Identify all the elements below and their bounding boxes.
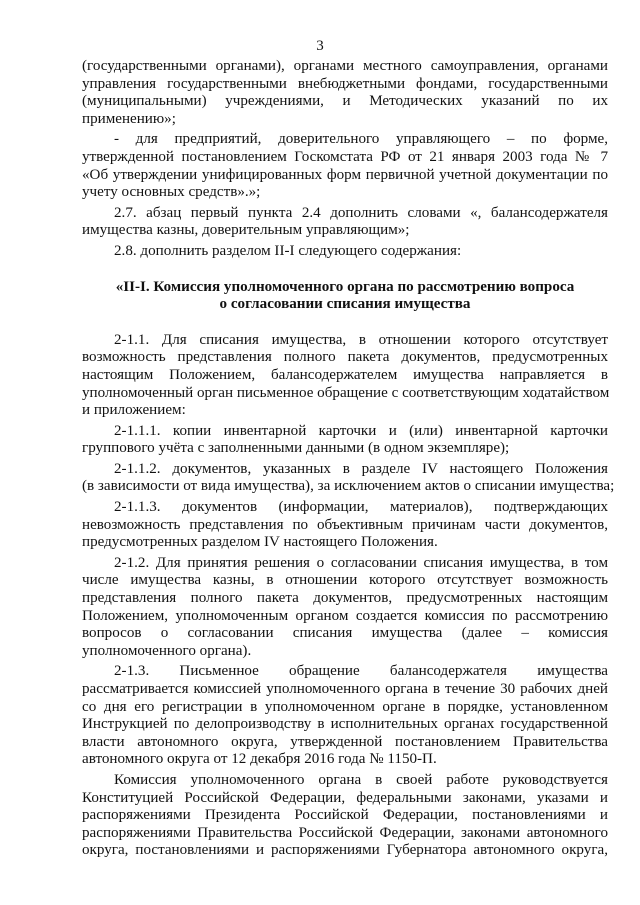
text-line: со дня его регистрации в уполномоченном органе в порядке, установленном — [82, 698, 608, 715]
paragraph — [82, 205, 608, 240]
text-line: предусмотренных разделом IV настоящего Положения. — [82, 534, 438, 551]
paragraph — [82, 332, 608, 420]
text-line: 2.7. абзац первый пункта 2.4 дополнить словами «, балансодержателя — [114, 204, 608, 221]
paragraph — [82, 58, 608, 128]
text-line: Комиссия уполномоченного органа в своей работе руководствуется — [114, 771, 608, 788]
text-line: вопросов о согласовании списания имущества (далее – комиссия — [82, 625, 608, 642]
heading-line: «II-I. Комиссия уполномоченного органа по рассмотрению вопроса — [115, 278, 575, 295]
paragraph — [82, 131, 608, 201]
text-line: автономного округа от 12 декабря 2016 года № 1150-П. — [82, 751, 437, 768]
text-line: (муниципальными) учреждениями, и Методических указаний по их — [82, 93, 608, 110]
text-line: (в зависимости от вида имущества), за исключением актов о списании имущества; — [82, 478, 615, 495]
text-line: - для предприятий, доверительного управляющего – по форме, — [114, 131, 608, 148]
text-line: 2-1.1. Для списания имущества, в отношении которого отсутствует — [114, 331, 608, 348]
text-line: Конституцией Российской Федерации, федеральными законами, указами и — [82, 789, 608, 806]
paragraph — [82, 772, 608, 860]
text-line: 2-1.3. Письменное обращение балансодержателя имущества — [114, 663, 608, 680]
text-line: уполномоченного органа). — [82, 642, 252, 659]
page-number: 3 — [316, 38, 324, 54]
text-line: 2-1.1.3. документов (информации, материалов), подтверждающих — [114, 499, 608, 516]
text-line: числе имущества казны, в отношении которого отсутствует возможность — [82, 572, 608, 589]
text-line: «Об утверждении унифицированных форм первичной учетной документации по — [82, 166, 608, 183]
section-heading — [82, 279, 608, 314]
text-line: применению»; — [82, 110, 176, 127]
paragraph — [82, 423, 608, 458]
text-line: уполномоченный орган письменное обращение с соответствующим ходатайством — [82, 384, 610, 401]
text-line: учету основных средств».»; — [82, 184, 261, 201]
paragraph — [82, 555, 608, 661]
text-line: 2-1.1.2. документов, указанных в разделе IV настоящего Положения — [114, 460, 608, 477]
text-line: представления полного пакета документов, предусмотренных настоящим — [82, 590, 608, 607]
heading-line: о согласовании списания имущества — [219, 296, 471, 313]
text-line: округа, постановлениями и распоряжениями Губернатора автономного округа, — [82, 842, 608, 859]
paragraph — [82, 243, 608, 261]
text-line: Положением, уполномоченным органом создается комиссия по рассмотрению — [82, 607, 608, 624]
paragraph — [82, 499, 608, 552]
document-body — [82, 58, 615, 860]
text-line: власти автономного округа, утвержденной постановлением Правительства — [82, 733, 608, 750]
paragraph — [82, 663, 608, 769]
text-line: настоящим Положением, балансодержателем имущества направляется в — [82, 366, 608, 383]
text-line: возможность представления полного пакета документов, предусмотренных — [82, 349, 608, 366]
text-line: имущества казны, доверительным управляющим»; — [82, 222, 410, 239]
text-line: и приложением: — [82, 402, 186, 419]
text-line: 2-1.1.1. копии инвентарной карточки и (или) инвентарной карточки — [114, 422, 608, 439]
text-line: невозможность представления по объективным причинам части документов, — [82, 516, 608, 533]
text-line: 2-1.2. Для принятия решения о согласовании списания имущества, в том — [114, 554, 608, 571]
text-line: распоряжениями Президента Российской Федерации, постановлениями и — [82, 807, 608, 824]
text-line: группового учёта с заполненными данными (в одном экземпляре); — [82, 440, 510, 457]
text-line: (государственными органами), органами местного самоуправления, органами — [82, 58, 608, 74]
text-line: Инструкцией по делопроизводству в исполнительных органах государственной — [82, 716, 608, 733]
paragraph — [82, 460, 615, 496]
text-line: рассматривается комиссией уполномоченного органа в течение 30 рабочих дней — [82, 681, 608, 697]
text-line: управления государственными внебюджетными фондами, государственными — [82, 75, 608, 92]
text-line: утвержденной постановлением Госкомстата РФ от 21 января 2003 года № 7 — [82, 148, 608, 165]
text-line: 2.8. дополнить разделом II-I следующего содержания: — [114, 242, 462, 259]
text-line: распоряжениями Правительства Российской Федерации, законами автономного — [82, 824, 608, 841]
